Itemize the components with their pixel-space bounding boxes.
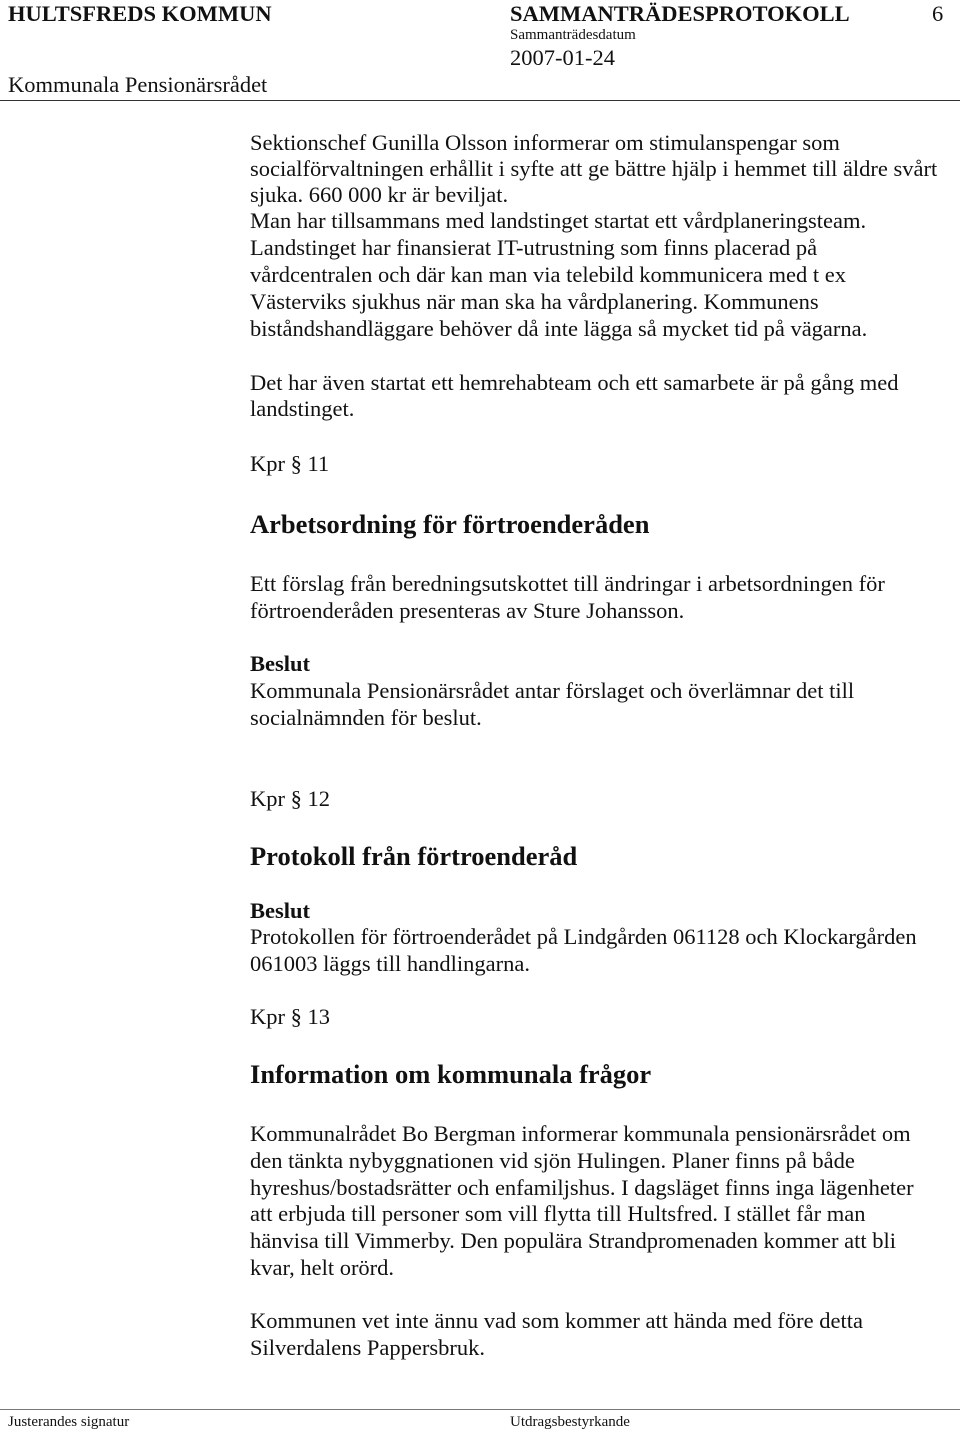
body-text-line: sjuka. 660 000 kr är beviljat. [250,182,509,207]
body-text-line: Västerviks sjukhus när man ska ha vårdplanering. Kommunens [250,289,819,314]
section-title: Arbetsordning för förtroenderåden [250,509,650,539]
body-text-line: förtroenderåden presenteras av Sture Johansson. [250,598,685,623]
body-text-line: socialförvaltningen erhållit i syfte att ge bättre hjälp i hemmet till äldre svårt [250,156,938,181]
paragraph-reference: Kpr § 12 [250,786,330,811]
paragraph-reference: Kpr § 11 [250,451,330,476]
organization-name: HULTSFREDS KOMMUN [8,1,272,26]
meeting-date-label: Sammanträdesdatum [510,27,636,43]
body-text-line: vårdcentralen och där kan man via telebild kommunicera med t ex [250,262,847,287]
body-text-line: Landstinget har finansierat IT-utrustning som finns placerad på [250,235,818,260]
body-text-line: hyreshus/bostadsrätter och enfamiljshus. I dagsläget finns inga lägenheter [250,1175,914,1200]
body-text-line: Ett förslag från beredningsutskottet till ändringar i arbetsordningen för [250,571,885,596]
document-type: SAMMANTRÄDESPROTOKOLL [510,1,850,26]
body-text-line: Det har även startat ett hemrehabteam och ett samarbete är på gång med [250,370,899,395]
meeting-date: 2007-01-24 [510,45,615,70]
decision-text-line: socialnämnden för beslut. [250,705,482,730]
body-text-line: Man har tillsammans med landstinget startat ett vårdplaneringsteam. [250,208,867,233]
body-text-line: kvar, helt orörd. [250,1255,395,1280]
decision-text-line: Protokollen för förtroenderådet på Lindgården 061128 och Klockargården [250,924,917,949]
certification-label: Utdragsbestyrkande [510,1414,630,1430]
decision-text-line: 061003 läggs till handlingarna. [250,951,530,976]
committee-name: Kommunala Pensionärsrådet [8,72,268,97]
header-divider [0,100,960,101]
decision-text-line: Kommunala Pensionärsrådet antar förslaget och överlämnar det till [250,678,855,703]
decision-label: Beslut [250,898,311,923]
body-text-line: att erbjuda till personer som vill flytta till Hultsfred. I stället får man [250,1201,866,1226]
paragraph-reference: Kpr § 13 [250,1004,330,1029]
body-text-line: Sektionschef Gunilla Olsson informerar om stimulanspengar som [250,130,840,155]
section-title: Protokoll från förtroenderåd [250,841,578,871]
body-text-line: biståndshandläggare behöver då inte lägga så mycket tid på vägarna. [250,316,868,341]
body-text-line: Kommunen vet inte ännu vad som kommer att hända med före detta [250,1308,863,1333]
page-number: 6 [932,1,944,26]
body-text-line: hänvisa till Vimmerby. Den populära Strandpromenaden kommer att bli [250,1228,896,1253]
body-text-line: Kommunalrådet Bo Bergman informerar kommunala pensionärsrådet om [250,1121,911,1146]
body-text-line: den tänkta nybyggnationen vid sjön Hulingen. Planer finns på både [250,1148,855,1173]
body-text-line: landstinget. [250,396,355,421]
footer-divider [0,1409,960,1410]
section-title: Information om kommunala frågor [250,1059,652,1089]
signature-label: Justerandes signatur [8,1414,130,1430]
body-text-line: Silverdalens Pappersbruk. [250,1335,485,1360]
decision-label: Beslut [250,651,311,676]
